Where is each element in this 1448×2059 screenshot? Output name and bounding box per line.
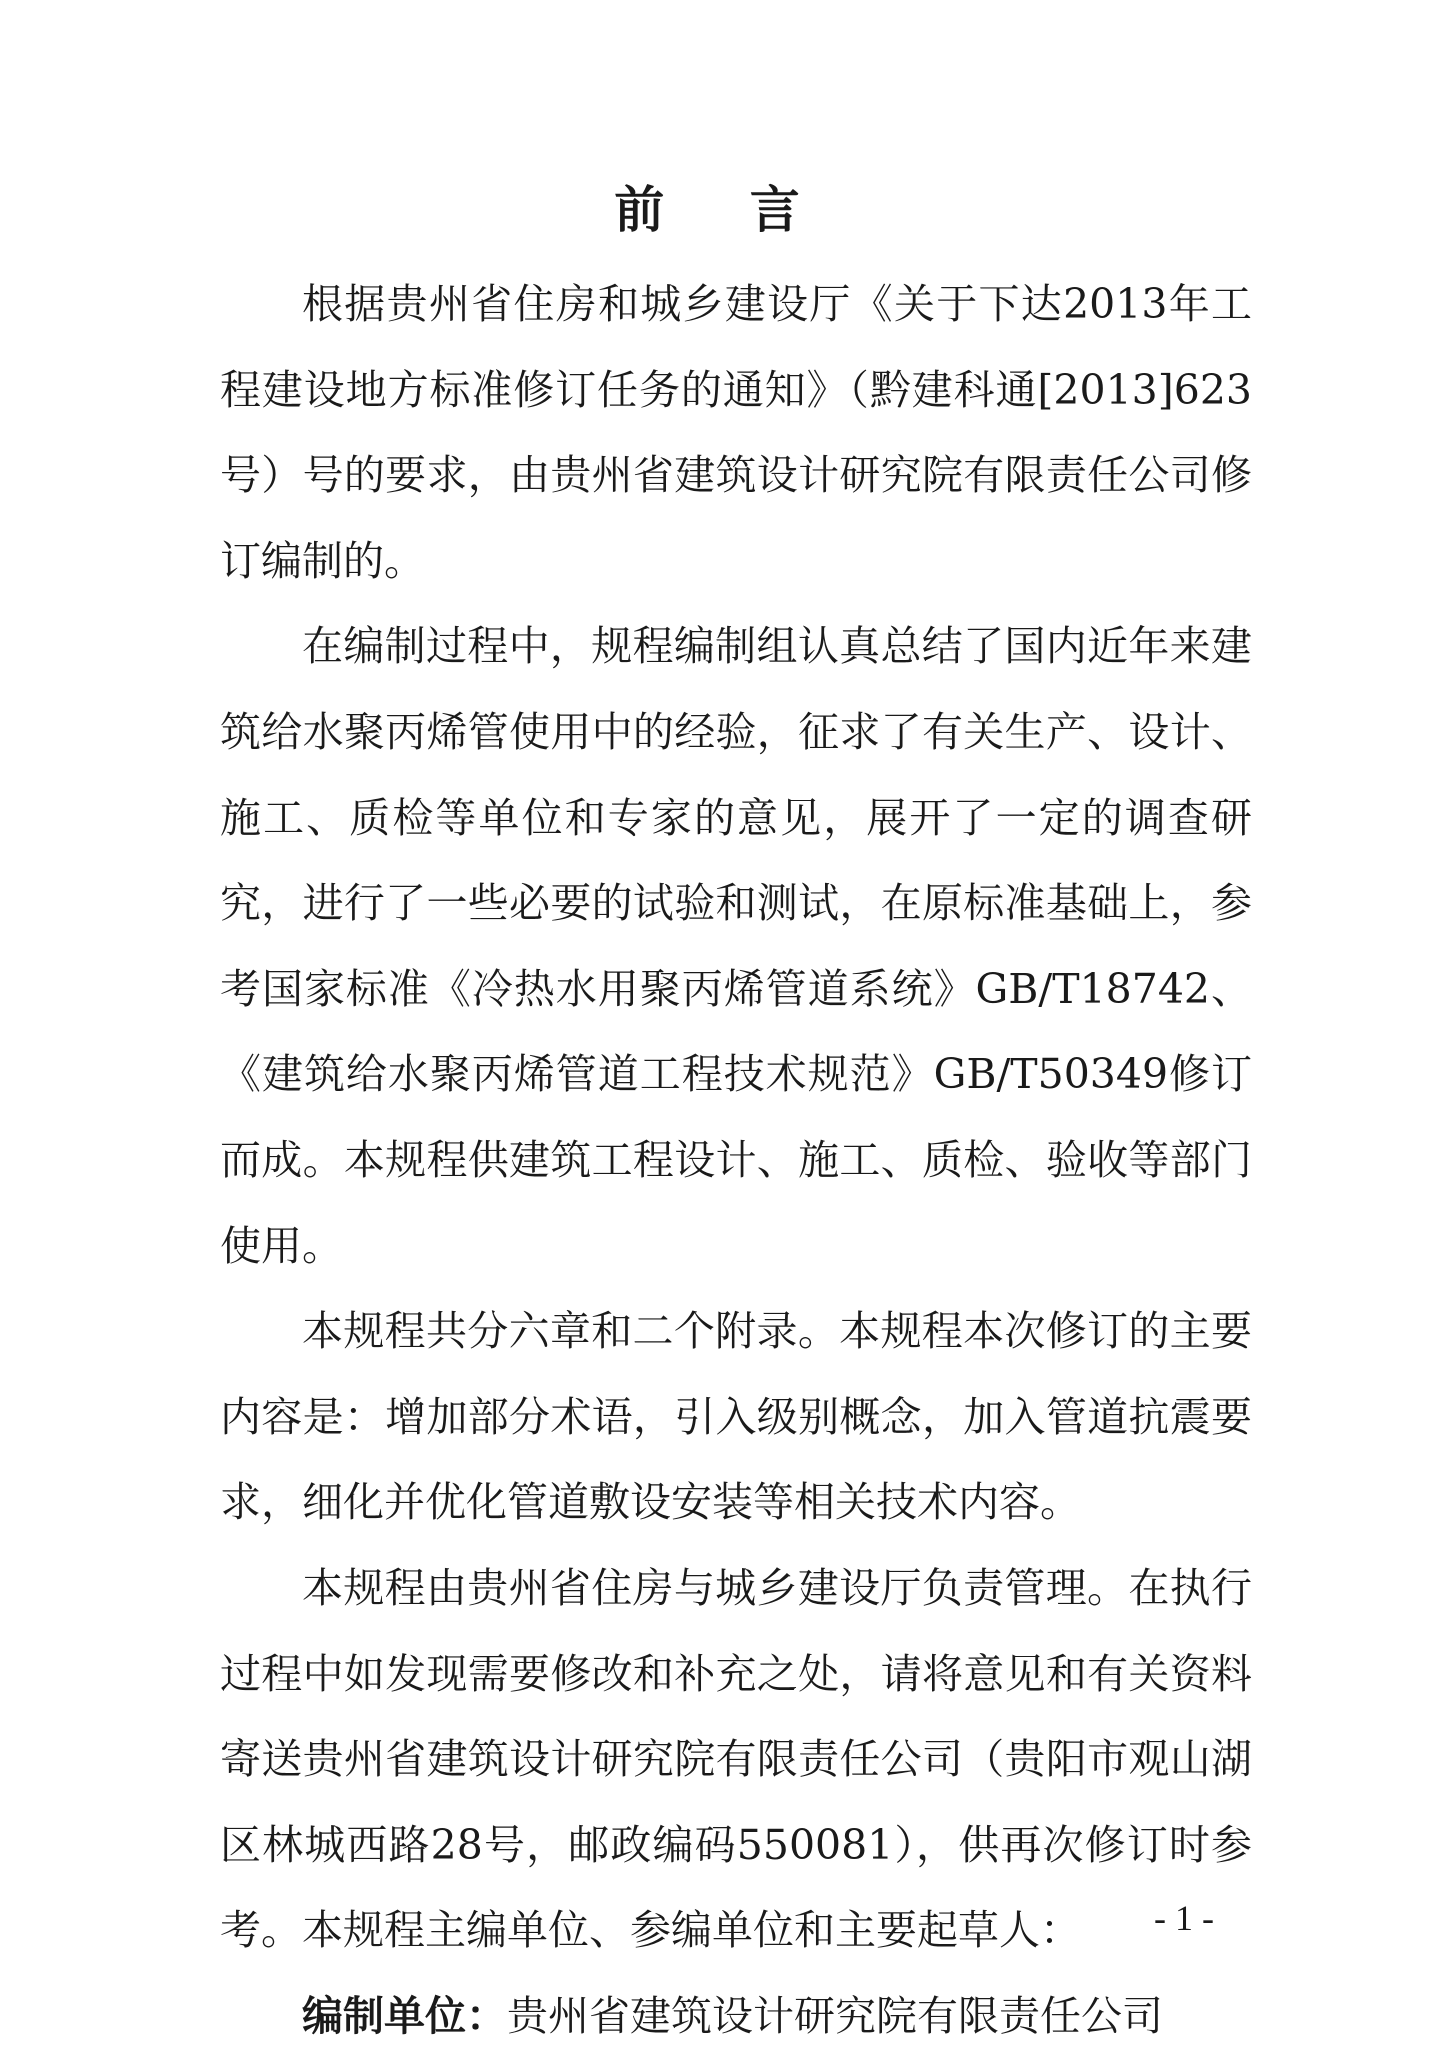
page-title: 前 言 (614, 180, 834, 239)
editor-value: 贵州省建筑设计研究院有限责任公司 (507, 1991, 1163, 2040)
paragraph-2: 在编制过程中，规程编制组认真总结了国内近年来建筑给水聚丙烯管使用中的经验，征求了有关生产、设计、施工、质检等单位和专家的意见，展开了一定的调查研究，进行了一些必要的试验和测试，在原标准基础上，参考国家标准《冷热水用聚丙烯管道系统》GB/T18742、《建筑给水聚丙烯管道工程技术规范》GB/T50349修订而成。本规程供建筑工程设计、施工、质检、验收等部门使用。 (220, 622, 1252, 1270)
editor-label: 编制单位： (302, 1991, 507, 2040)
document-body (220, 262, 1252, 2059)
page-number: - 1 - (1154, 1898, 1214, 1938)
editor-line (220, 1974, 1252, 2059)
paragraph-1: 根据贵州省住房和城乡建设厅《关于下达2013年工程建设地方标准修订任务的通知》（黔建科通[2013]623号）号的要求，由贵州省建筑设计研究院有限责任公司修订编制的。 (220, 280, 1252, 585)
paragraph-3: 本规程共分六章和二个附录。本规程本次修订的主要内容是：增加部分术语，引入级别概念，加入管道抗震要求，细化并优化管道敷设安装等相关技术内容。 (220, 1307, 1252, 1527)
paragraph-4: 本规程由贵州省住房与城乡建设厅负责管理。在执行过程中如发现需要修改和补充之处，请将意见和有关资料寄送贵州省建筑设计研究院有限责任公司（贵阳市观山湖区林城西路28号，邮政编码550081），供再次修订时参考。本规程主编单位、参编单位和主要起草人： (220, 1563, 1252, 1955)
